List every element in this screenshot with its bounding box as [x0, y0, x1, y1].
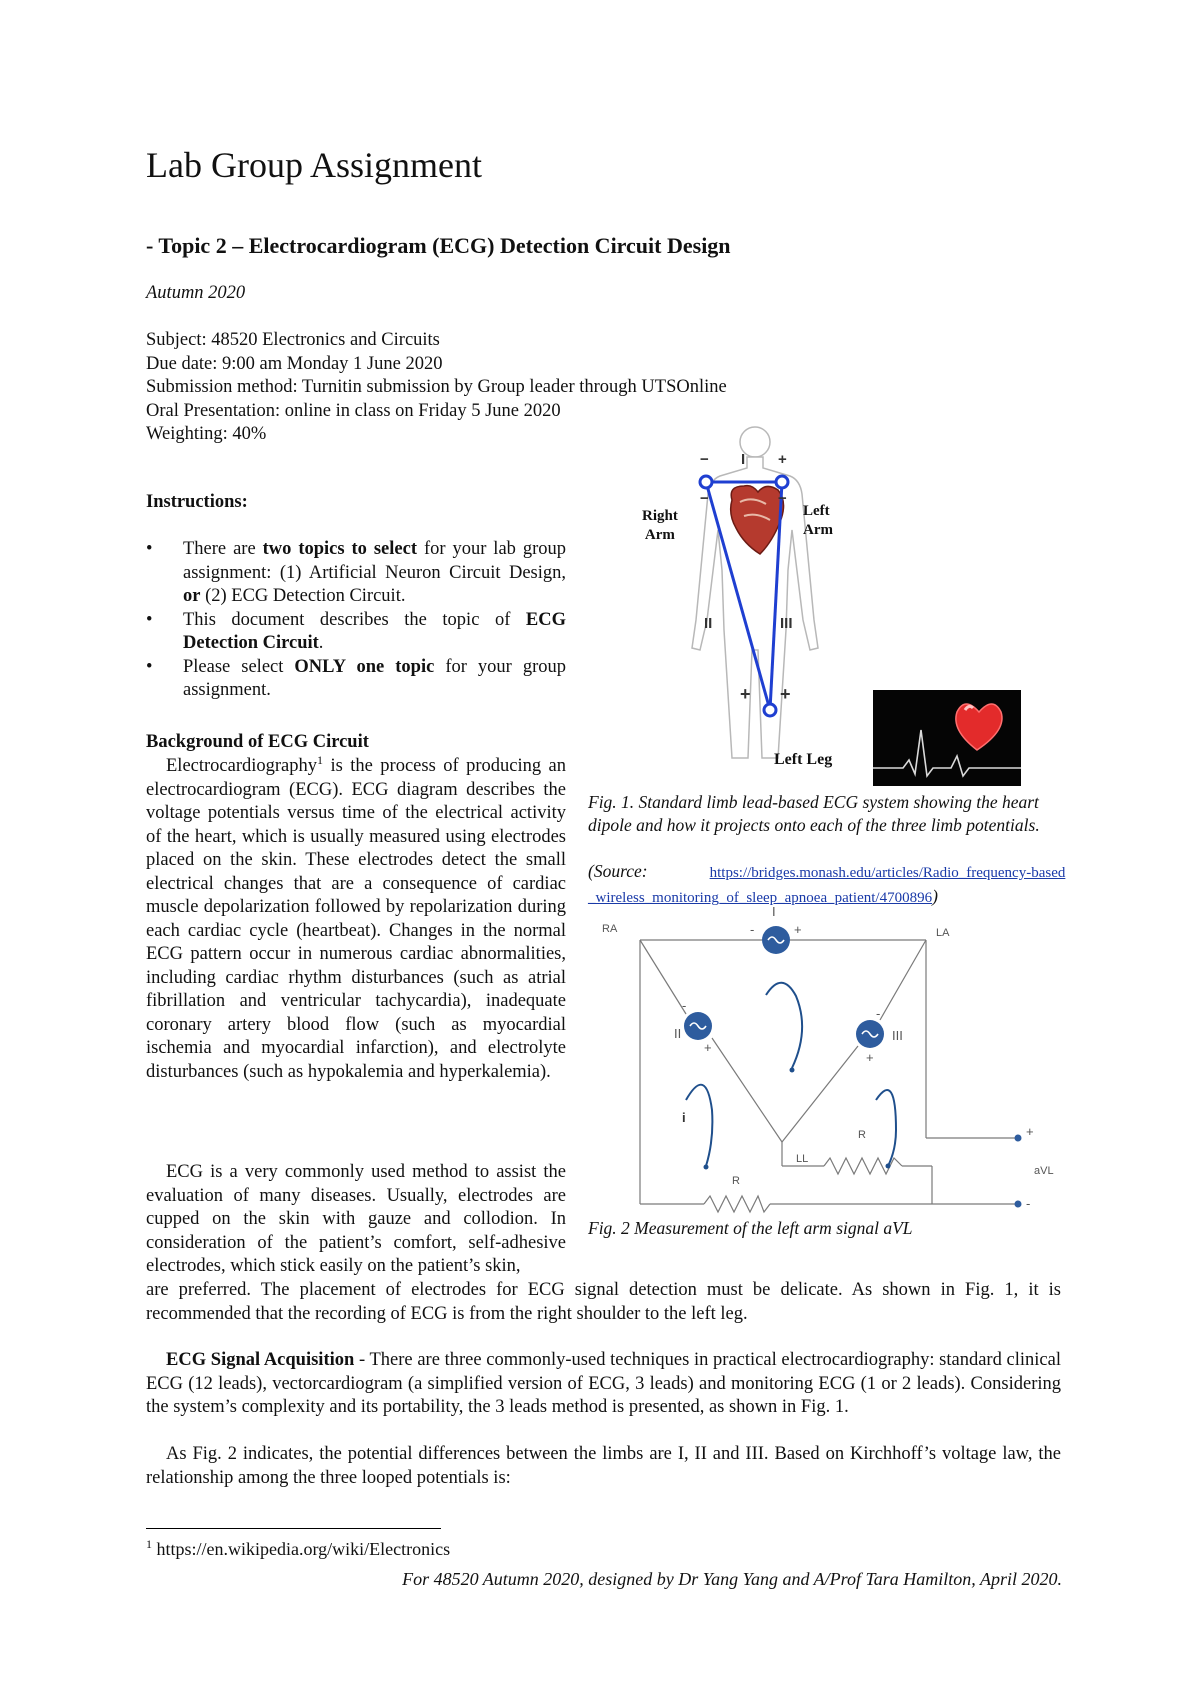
fig2-LL-label: LL [796, 1153, 809, 1165]
page-title: Lab Group Assignment [146, 145, 482, 185]
left-leg-label: Left Leg [774, 751, 833, 768]
fig1-plus: + [778, 451, 787, 468]
background-heading: Background of ECG Circuit [146, 732, 369, 752]
fig2-lead-I: I [772, 904, 776, 919]
fig2-aVL-label: aVL [1034, 1165, 1054, 1177]
fig2-RA-label: RA [602, 923, 618, 935]
fig2-circuit-diagram [596, 900, 1056, 1220]
fig2-minus: - [876, 1006, 881, 1021]
instructions-heading: Instructions: [146, 492, 248, 512]
fig1-caption: Fig. 1. Standard limb lead-based ECG system showing the heart dipole and how it projects onto each of the three limb potentials. [588, 792, 1040, 835]
voltage-sources [684, 926, 884, 1048]
source-link[interactable]: https://bridges.monash.edu/articles/Radio_frequency-based_wireless_monitoring_of_sleep_apnoea_patient/4700896 [588, 865, 1066, 906]
fig1-lead-I: I [741, 451, 746, 468]
fig2-resistor-label: R [858, 1129, 866, 1141]
term-label: Autumn 2020 [146, 283, 246, 303]
fig2-lead-III: III [892, 1028, 903, 1043]
fig1-body-diagram [640, 420, 860, 780]
fig1-plus: + [780, 684, 791, 704]
left-arm-label: Left Arm [803, 503, 833, 538]
footnote: $^1$ https://en.wikipedia.org/wiki/Electronics [146, 1537, 451, 1559]
fig1-source: (Source: https://bridges.monash.edu/articles/Radio_frequency-based_wireless_monitoring_of_sleep_apnoea_patient/4700896) [588, 861, 1066, 906]
page-subtitle: - Topic 2 – Electrocardiogram (ECG) Detection Circuit Design [146, 233, 731, 258]
instructions-list [146, 538, 566, 703]
fig1-lead-III: III [780, 615, 793, 632]
instruction-item: • There are two topics to select for your lab group assignment: (1) Artificial Neuron Circuit Design, or (2) ECG Detection Circuit. [146, 538, 566, 609]
fig2-minus: - [682, 998, 687, 1013]
heartbeat-image [873, 690, 1021, 786]
footnote-rule [146, 1528, 441, 1529]
right-arm-label: Right Arm [642, 508, 678, 543]
background-paragraph-1: Electrocardiography$^1$ is the process of producing an electrocardiogram (ECG). ECG diagram describes the voltage potentials versus time of the electrical activity of the heart, which is usually measured using electrodes placed on the skin. These electrodes detect the small electrical changes that are a consequence of cardiac muscle depolarization followed by repolarization during each cardiac cycle (heartbeat). Changes in the normal ECG pattern occur in numerous cardiac abnormalities, including cardiac rhythm disturbances (such as atrial fibrillation and ventricular tachycardia), inadequate coronary artery blood flow (such as myocardial ischemia and myocardial infarction), and electrolyte disturbances (such as hypokalemia and hyperkalemia). [146, 752, 566, 1082]
subject-line: Subject: 48520 Electronics and Circuits [146, 330, 440, 350]
fig2-resistor-label: R [732, 1175, 740, 1187]
fig2-lead-II: II [674, 1026, 682, 1041]
background-paragraph-2-cont: are preferred. The placement of electrodes for ECG signal detection must be delicate. As shown in Fig. 1, it is recommended that the recording of ECG is from the right shoulder to the left leg. [146, 1280, 1061, 1324]
fig2-minus: - [750, 922, 755, 937]
page-footer: For 48520 Autumn 2020, designed by Dr Yang Yang and A/Prof Tara Hamilton, April 2020. [402, 1569, 1062, 1589]
fig1-plus: + [740, 684, 751, 704]
circuit-wires [640, 940, 1018, 1204]
fig1-minus: − [700, 490, 709, 507]
fig2-plus: + [704, 1040, 712, 1055]
fig1-minus: − [700, 451, 709, 468]
fig1-minus: − [778, 490, 787, 507]
fig2-caption: Fig. 2 Measurement of the left arm signal aVL [588, 1218, 913, 1238]
submission-line: Submission method: Turnitin submission by Group leader through UTSOnline [146, 377, 727, 397]
fig2-plus: + [794, 922, 802, 937]
oral-presentation-line: Oral Presentation: online in class on Friday 5 June 2020 [146, 400, 561, 421]
fig2-LA-label: LA [936, 927, 950, 939]
background-paragraph-2: ECG is a very commonly used method to assist the evaluation of many diseases. Usually, electrodes are cupped on the skin with gauze and collodion. In consideration of the patient’s comfort, self-adhesive electrodes, which stick easily on the patient’s skin, [146, 1162, 566, 1276]
fig2-plus: + [866, 1050, 874, 1065]
fig2-plus: + [1026, 1124, 1034, 1139]
fig2-current-label: i [682, 1110, 686, 1125]
fig2-minus: - [1026, 1196, 1031, 1211]
instruction-item: • Please select ONLY one topic for your group assignment. [146, 656, 566, 703]
acquisition-paragraph-1: ECG Signal Acquisition - There are three commonly-used techniques in practical electrocardiography: standard clinical ECG (12 leads), vectorcardiogram (a simplified version of ECG, 3 leads) and monitoring ECG (1 or 2 leads). Considering the system’s complexity and its portability, the 3 leads method is presented, as shown in Fig. 1. [146, 1350, 1061, 1417]
acquisition-paragraph-2: As Fig. 2 indicates, the potential differences between the limbs are I, II and III. Based on Kirchhoff’s voltage law, the relationship among the three looped potentials is: [146, 1444, 1061, 1488]
fig1-lead-II: II [704, 615, 713, 632]
weighting-line: Weighting: 40% [146, 424, 267, 444]
instruction-item: • This document describes the topic of ECG Detection Circuit. [146, 609, 566, 656]
due-date-line: Due date: 9:00 am Monday 1 June 2020 [146, 353, 443, 374]
